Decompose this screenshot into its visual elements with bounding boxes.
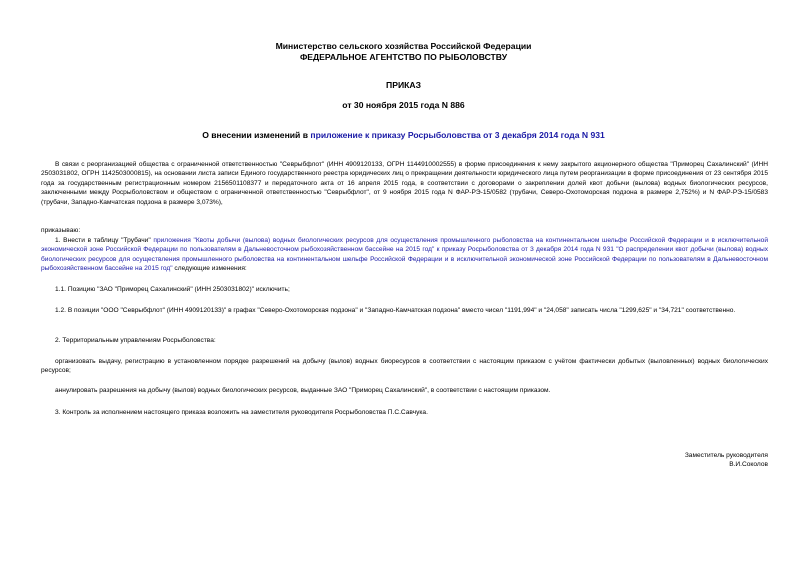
item-2-b (41, 386, 768, 395)
signature-position: Заместитель руководителя (684, 452, 768, 459)
doc-type: ПРИКАЗ (386, 80, 421, 90)
item1-suffix: следующие изменения: (172, 265, 247, 273)
item-1-1 (41, 285, 768, 294)
item2a-text: организовать выдачу, регистрацию в установленном порядке разрешений на добычу (вылов) водных биоресурсов в соответствии с настоящим приказом с учётом фактически добытых (выловленных) водных биологических ресурсов; (41, 358, 768, 375)
ministry-name: Министерство сельского хозяйства Российской Федерации (275, 41, 532, 51)
item-3 (41, 408, 768, 417)
item3-text: 3. Контроль за исполнением настоящего приказа возложить на заместителя руководителя Росрыболовства П.С.Савчука. (55, 409, 428, 416)
signature-block (685, 451, 768, 470)
doc-date: от 30 ноября 2015 года N 886 (342, 100, 465, 110)
agency-name: ФЕДЕРАЛЬНОЕ АГЕНТСТВО ПО РЫБОЛОВСТВУ (299, 52, 508, 62)
item-2-a (41, 357, 768, 376)
item1-1-text: 1.1. Позицию "ЗАО "Приморец Сахалинский" (ИНН 2503031802)" исключить; (55, 286, 290, 293)
header-block (0, 41, 807, 63)
signature-name: В.И.Соколов (729, 461, 768, 469)
item-1-2 (41, 306, 768, 315)
item-1 (41, 236, 768, 274)
item2b-text: аннулировать разрешения на добычу (вылов) водных биологических ресурсов, выданные ЗАО "Приморец Сахалинский", в соответствии с настоящим приказом. (55, 387, 551, 394)
item1-link[interactable]: приложения "Квоты добычи (вылова) водных биологических ресурсов для осуществления промышленного рыболовства на континентальном шельфе Российской Федерации и в исключительной экономической зоне Российской Федерации по пользователям в Дальневосточном рыбохозяйственном бассейне на 2015 год" к приказу Росрыболовства от 3 декабря 2014 года N 931 "О распределении квот добычи (вылова) водных биологических ресурсов для осуществления промышленного рыболовства на континентальном шельфе Российской Федерации и в исключительной экономической зоне Российской Федерации по пользователям в Дальневосточном рыбохозяйственном бассейне на 2015 год" (41, 237, 769, 273)
intro-text: В связи с реорганизацией общества с ограниченной ответственностью "Севрыбфлот" (ИНН 4909120133, ОГРН 1144910002555) в форме присоединения к нему закрытого акционерного общества "Приморец Сахалинский" (ИНН 2503031802, ОГРН 1142503000815), на основании листа записи Единого государственного реестра юридических лиц о прекращении деятельности юридического лица путем реорганизации в форме присоединения от 23 сентября 2015 года за государственным регистрационным номером 2156501108377 и передаточного акта от 16 апреля 2015 года, в соответствии с договорами о закреплении долей квот добычи (вылова) водных биологических ресурсов, заключенными между Росрыболовством и обществом с ограниченной ответственностью "Севрыбфлот", от 9 ноября 2015 года N ФАР-РЭ-15/0582 (трубачи, Северо-Охотоморская подзона в размере 2,752%) и N ФАР-РЭ-15/0583 (трубачи, Западно-Камчатская подзона в размере 3,073%), (41, 161, 768, 206)
order-word: приказываю: (41, 227, 81, 234)
subject-prefix: О внесении изменений в (202, 130, 311, 140)
doc-subject (0, 130, 807, 141)
subject-link[interactable]: приложение к приказу Росрыболовства от 3 декабря 2014 года N 931 (310, 130, 605, 140)
item-2 (41, 336, 768, 345)
item2-text: 2. Территориальным управлениям Росрыболовства: (55, 337, 216, 344)
item1-2-text: 1.2. В позиции "ООО "Севрыбфлот" (ИНН 4909120133)" в графах "Северо-Охотоморская подзона" и "Западно-Камчатская подзона" вместо чисел "1191,994" и "24,058" записать числа "1299,625" и "34,721" соответственно. (55, 307, 736, 314)
item1-prefix: 1. Внести в таблицу "Трубачи" (55, 237, 154, 244)
intro-paragraph (41, 160, 768, 207)
